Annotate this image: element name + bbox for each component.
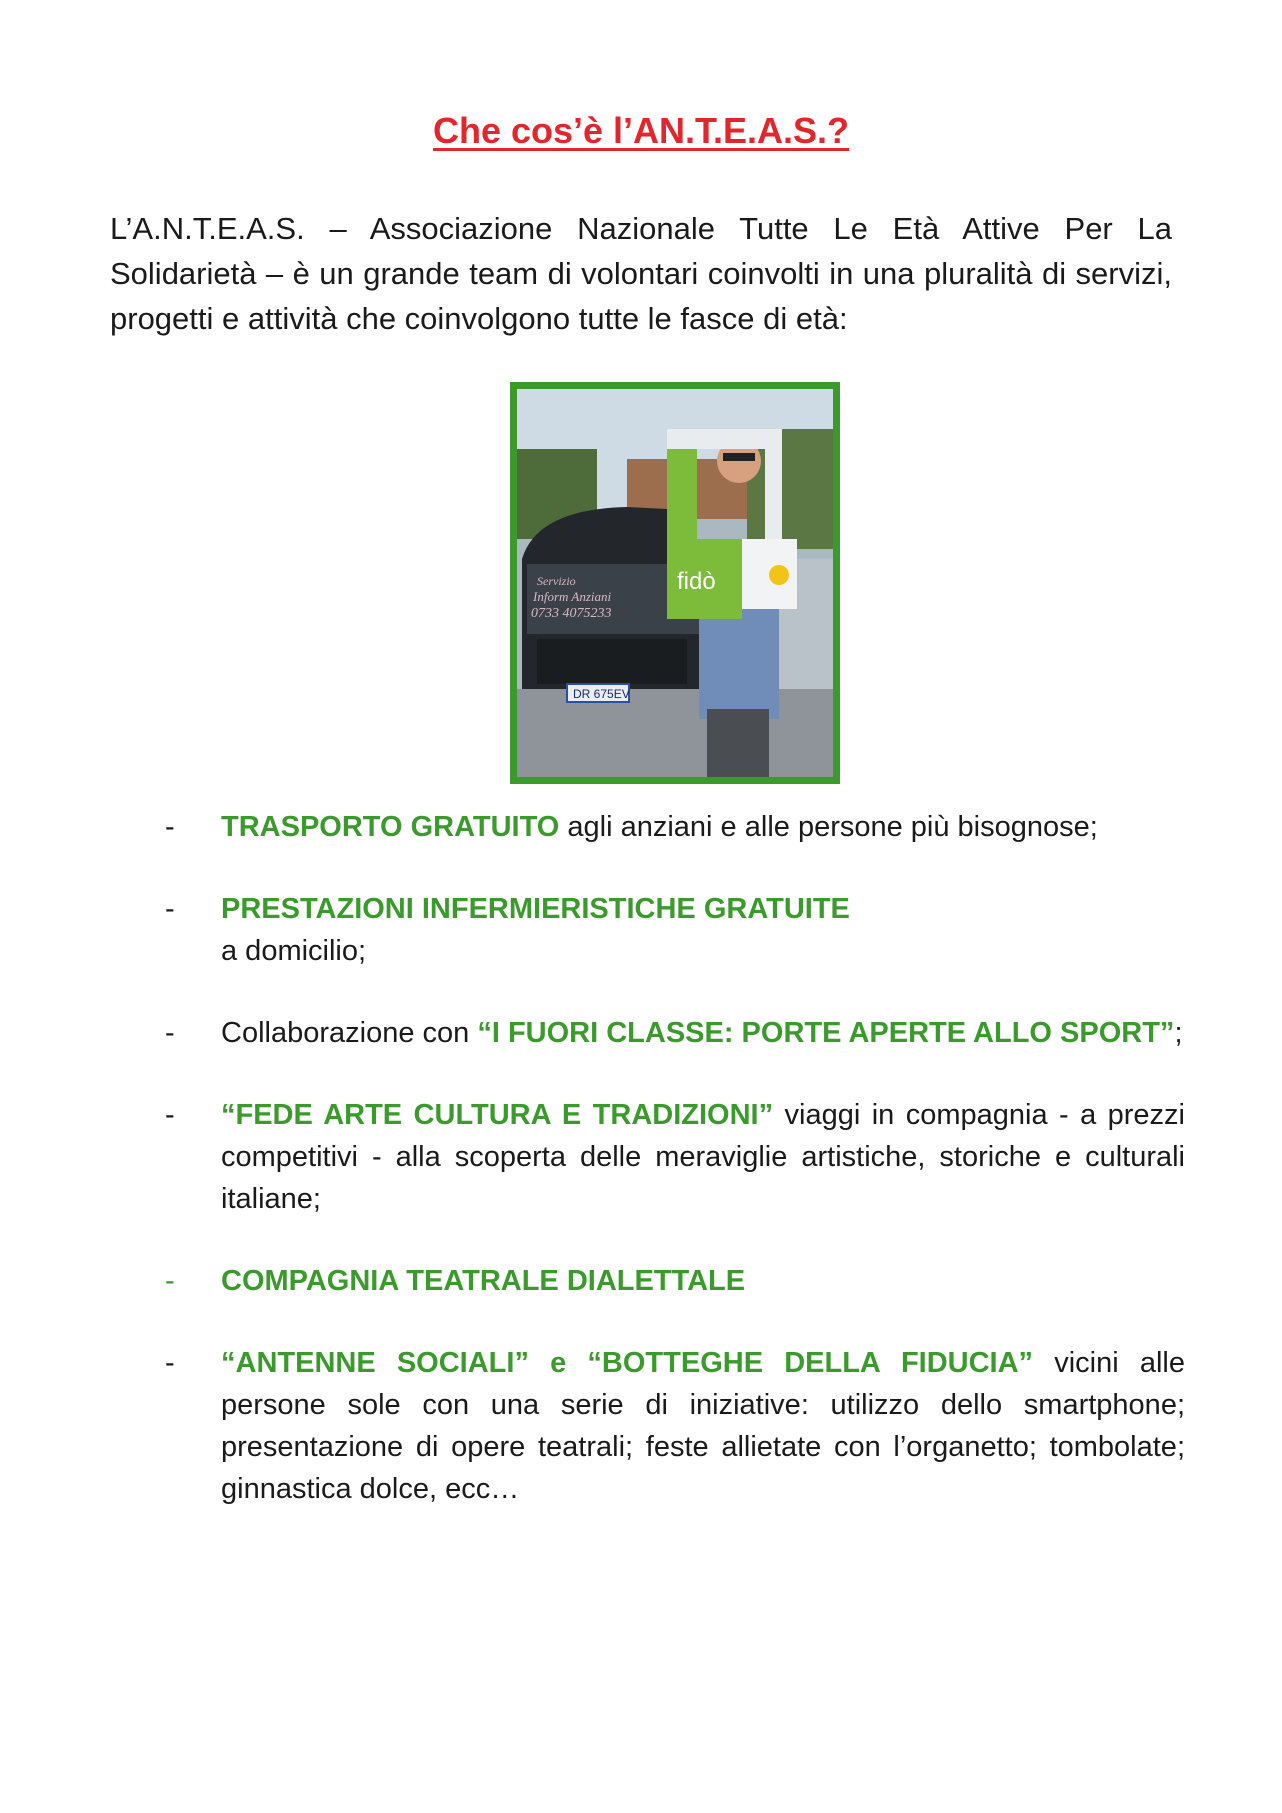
item-text: a domicilio;	[221, 935, 367, 967]
list-item	[165, 888, 1185, 972]
list-dash: -	[165, 1265, 175, 1297]
services-list	[165, 806, 1185, 1510]
list-item	[165, 1012, 1185, 1054]
car-text-service: Servizio	[537, 574, 576, 588]
volunteer-photo	[510, 382, 840, 784]
item-text: agli anziani e alle persone più bisognose;	[559, 811, 1098, 843]
sign-brand-text: fidò	[677, 568, 716, 595]
item-highlight: PRESTAZIONI INFERMIERISTICHE GRATUITE	[221, 893, 850, 925]
item-highlight: “FEDE ARTE CULTURA E TRADIZIONI”	[221, 1099, 774, 1131]
list-item	[165, 806, 1185, 848]
license-plate: DR 675EV	[573, 687, 630, 701]
list-dash: -	[165, 1347, 175, 1379]
list-item	[165, 1094, 1185, 1220]
item-mid: e	[528, 1347, 588, 1379]
volunteer-photo-illustration	[517, 389, 833, 777]
item-highlight: COMPAGNIA TEATRALE DIALETTALE	[221, 1265, 746, 1297]
list-item	[165, 1342, 1185, 1510]
list-dash: -	[165, 1017, 175, 1049]
item-highlight: “ANTENNE SOCIALI”	[221, 1347, 529, 1379]
list-item	[165, 1260, 1185, 1302]
car-phone-number: 0733 4075233	[531, 606, 612, 621]
car-text-inform: Inform Anziani	[533, 589, 612, 604]
item-text: vicini alle persone sole con una serie di iniziative: utilizzo dello smartphone; presentazione di opere teatrali; feste allietate con l’organetto; tombolate; ginnastica dolce, ecc…	[221, 1347, 1185, 1505]
item-highlight-2: “BOTTEGHE DELLA FIDUCIA”	[587, 1347, 1034, 1379]
intro-paragraph: L’A.N.T.E.A.S. – Associazione Nazionale Tutte Le Età Attive Per La Solidarietà – è un grande team di volontari coinvolti in una pluralità di servizi, progetti e attività che coinvolgono tutte le fasce di età:	[110, 211, 1172, 336]
item-prefix: Collaborazione con	[221, 1017, 478, 1049]
item-text: viaggi in compagnia - a prezzi competitivi - alla scoperta delle meraviglie artistiche, storiche e culturali italiane;	[221, 1099, 1185, 1215]
item-highlight: “I FUORI CLASSE: PORTE APERTE ALLO SPORT”	[477, 1017, 1175, 1049]
list-dash: -	[165, 1099, 175, 1131]
list-dash: -	[165, 893, 175, 925]
page-title: Che cos’è l’AN.T.E.A.S.?	[432, 110, 850, 151]
item-text: ;	[1174, 1017, 1183, 1049]
list-dash: -	[165, 811, 175, 843]
item-highlight: TRASPORTO GRATUITO	[221, 811, 560, 843]
